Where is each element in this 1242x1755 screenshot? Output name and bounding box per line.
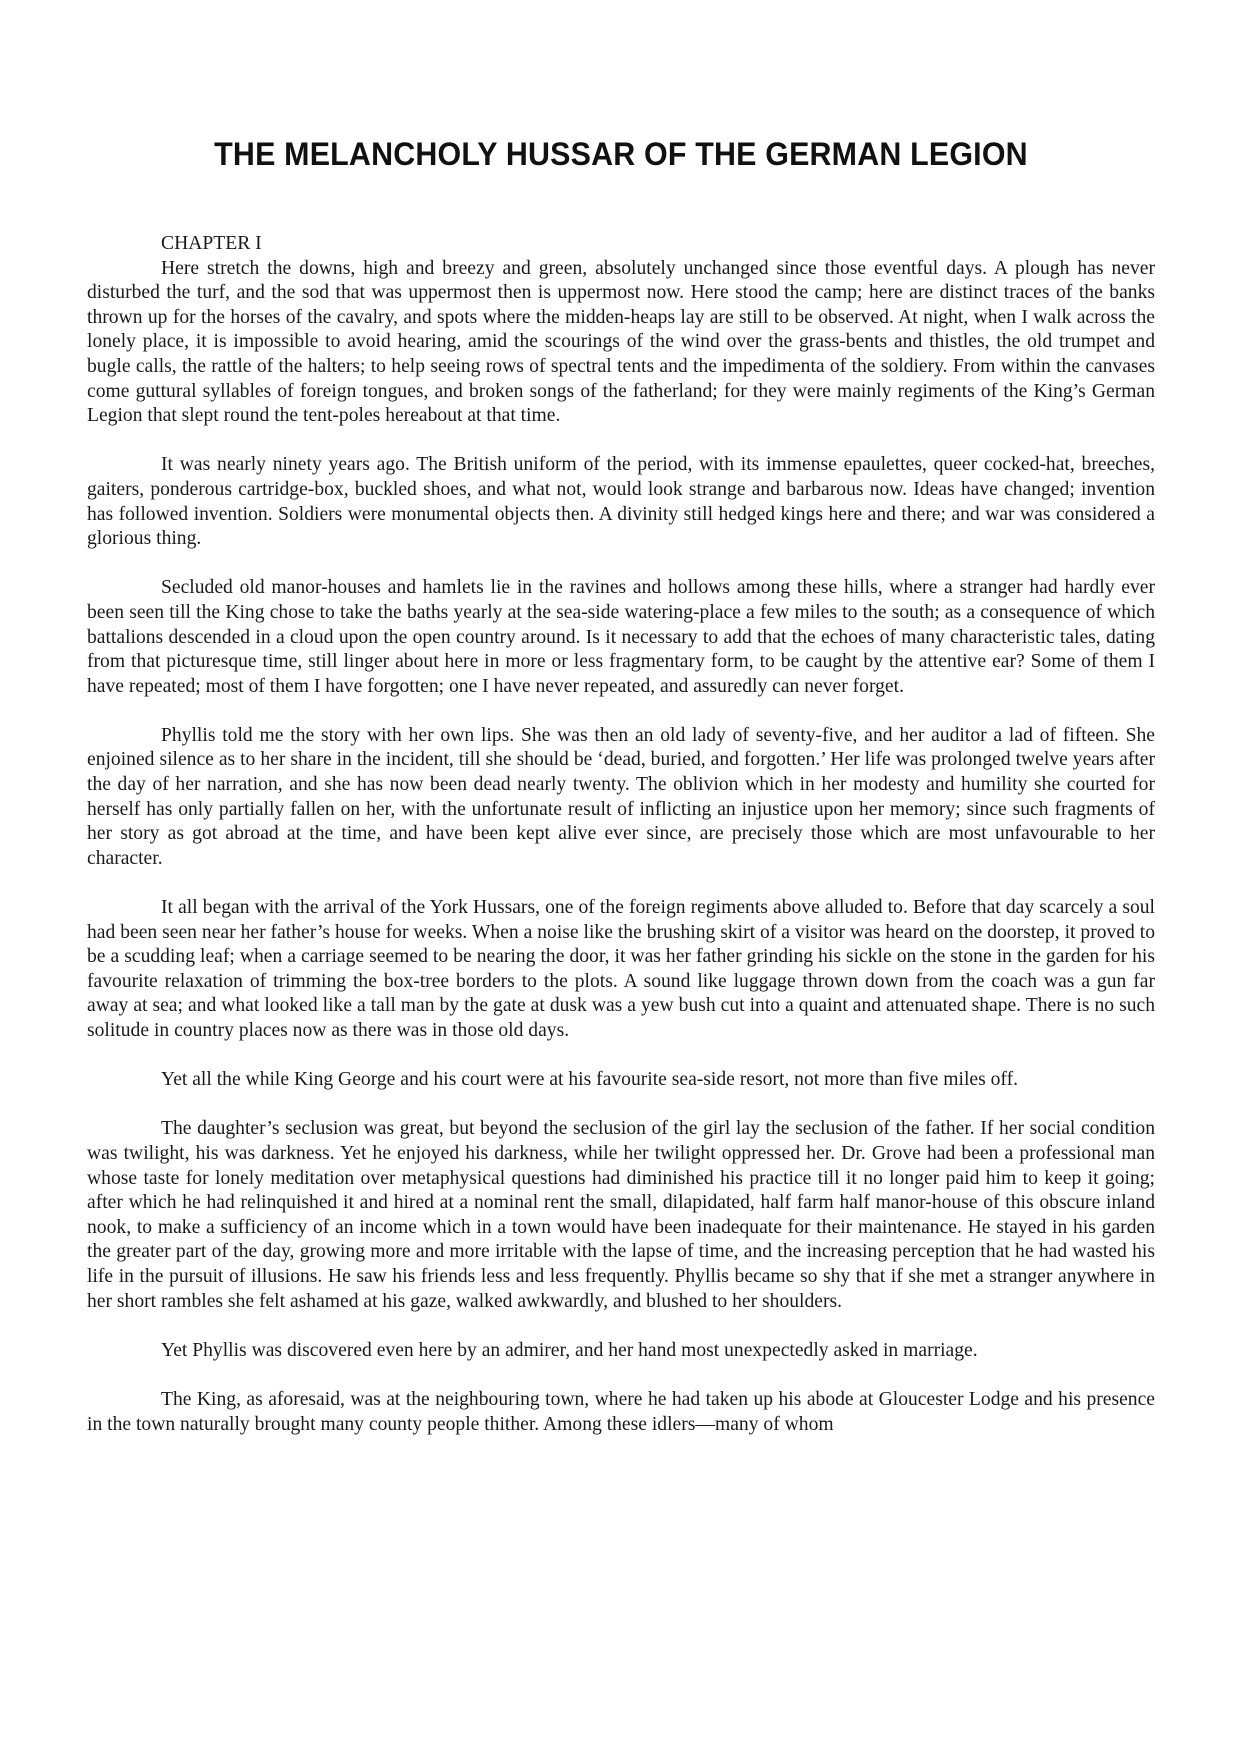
- paragraph-3: Secluded old manor-houses and hamlets lie in the ravines and hollows among these hills, where a stranger had hardly ever been seen till the King chose to take the baths yearly at the sea-side watering-place a few miles to the south; as a consequence of which battalions descended in a cloud upon the open country around. Is it necessary to add that the echoes of many characteristic tales, dating from that picturesque time, still linger about here in more or less fragmentary form, to be caught by the attentive ear? Some of them I have repeated; most of them I have forgotten; one I have never repeated, and assuredly can never forget.: [87, 577, 1155, 697]
- paragraph-8: Yet Phyllis was discovered even here by an admirer, and her hand most unexpectedly asked in marriage.: [161, 1339, 978, 1361]
- paragraph-5: It all began with the arrival of the York Hussars, one of the foreign regiments above alluded to. Before that day scarcely a soul had been seen near her father’s house for weeks. When a noise like the brushing skirt of a visitor was heard on the doorstep, it proved to be a scudding leaf; when a carriage seemed to be nearing the door, it was her father grinding his sickle on the stone in the garden for his favourite relaxation of trimming the box-tree borders to the plots. A sound like luggage thrown down from the coach was a gun far away at sea; and what looked like a tall man by the gate at dusk was a yew bush cut into a quaint and attenuated shape. There is no such solitude in country places now as there was in those old days.: [87, 897, 1155, 1041]
- document-title: THE MELANCHOLY HUSSAR OF THE GERMAN LEGION: [214, 136, 1028, 172]
- paragraph-9: The King, as aforesaid, was at the neighbouring town, where he had taken up his abode at Gloucester Lodge and his presence in the town naturally brought many county people thither. Among these idlers—many of whom: [87, 1388, 1155, 1435]
- paragraph-6: Yet all the while King George and his court were at his favourite sea-side resort, not more than five miles off.: [161, 1069, 1019, 1091]
- document-body: [87, 232, 1155, 1437]
- paragraph-1: Here stretch the downs, high and breezy and green, absolutely unchanged since those eventful days. A plough has never disturbed the turf, and the sod that was uppermost then is uppermost now. Here stood the camp; here are distinct traces of the banks thrown up for the horses of the cavalry, and spots where the midden-heaps lay are still to be observed. At night, when I walk across the lonely place, it is impossible to avoid hearing, amid the scourings of the wind over the grass-bents and thistles, the old trumpet and bugle calls, the rattle of the halters; to help seeing rows of spectral tents and the impedimenta of the soldiery. From within the canvases come guttural syllables of foreign tongues, and broken songs of the fatherland; for they were mainly regiments of the King’s German Legion that slept round the tent-poles hereabout at that time.: [87, 257, 1155, 427]
- paragraph-4: Phyllis told me the story with her own lips. She was then an old lady of seventy-five, and her auditor a lad of fifteen. She enjoined silence as to her share in the incident, till she should be ‘dead, buried, and forgotten.’ Her life was prolonged twelve years after the day of her narration, and she has now been dead nearly twenty. The oblivion which in her modesty and humility she courted for herself has only partially fallen on her, with the unfortunate result of inflicting an injustice upon her memory; since such fragments of her story as got abroad at the time, and have been kept alive ever since, are precisely those which are most unfavourable to her character.: [87, 724, 1155, 869]
- paragraph-7: The daughter’s seclusion was great, but beyond the seclusion of the girl lay the seclusion of the father. If her social condition was twilight, his was darkness. Yet he enjoyed his darkness, while her twilight oppressed her. Dr. Grove had been a professional man whose taste for lonely meditation over metaphysical questions had diminished his practice till it no longer paid him to keep it going; after which he had relinquished it and hired at a nominal rent the small, dilapidated, half farm half manor-house of this obscure inland nook, to make a sufficiency of an income which in a town would have been inadequate for their maintenance. He stayed in his garden the greater part of the day, growing more and more irritable with the lapse of time, and the increasing perception that he had wasted his life in the pursuit of illusions. He saw his friends less and less frequently. Phyllis became so shy that if she met a stranger anywhere in her short rambles she felt ashamed at his gaze, walked awkwardly, and blushed to her shoulders.: [87, 1118, 1155, 1312]
- paragraph-2: It was nearly ninety years ago. The British uniform of the period, with its immense epaulettes, queer cocked-hat, breeches, gaiters, ponderous cartridge-box, buckled shoes, and what not, would look strange and barbarous now. Ideas have changed; invention has followed invention. Soldiers were monumental objects then. A divinity still hedged kings here and there; and war was considered a glorious thing.: [87, 454, 1155, 550]
- chapter-heading: CHAPTER I: [161, 233, 262, 254]
